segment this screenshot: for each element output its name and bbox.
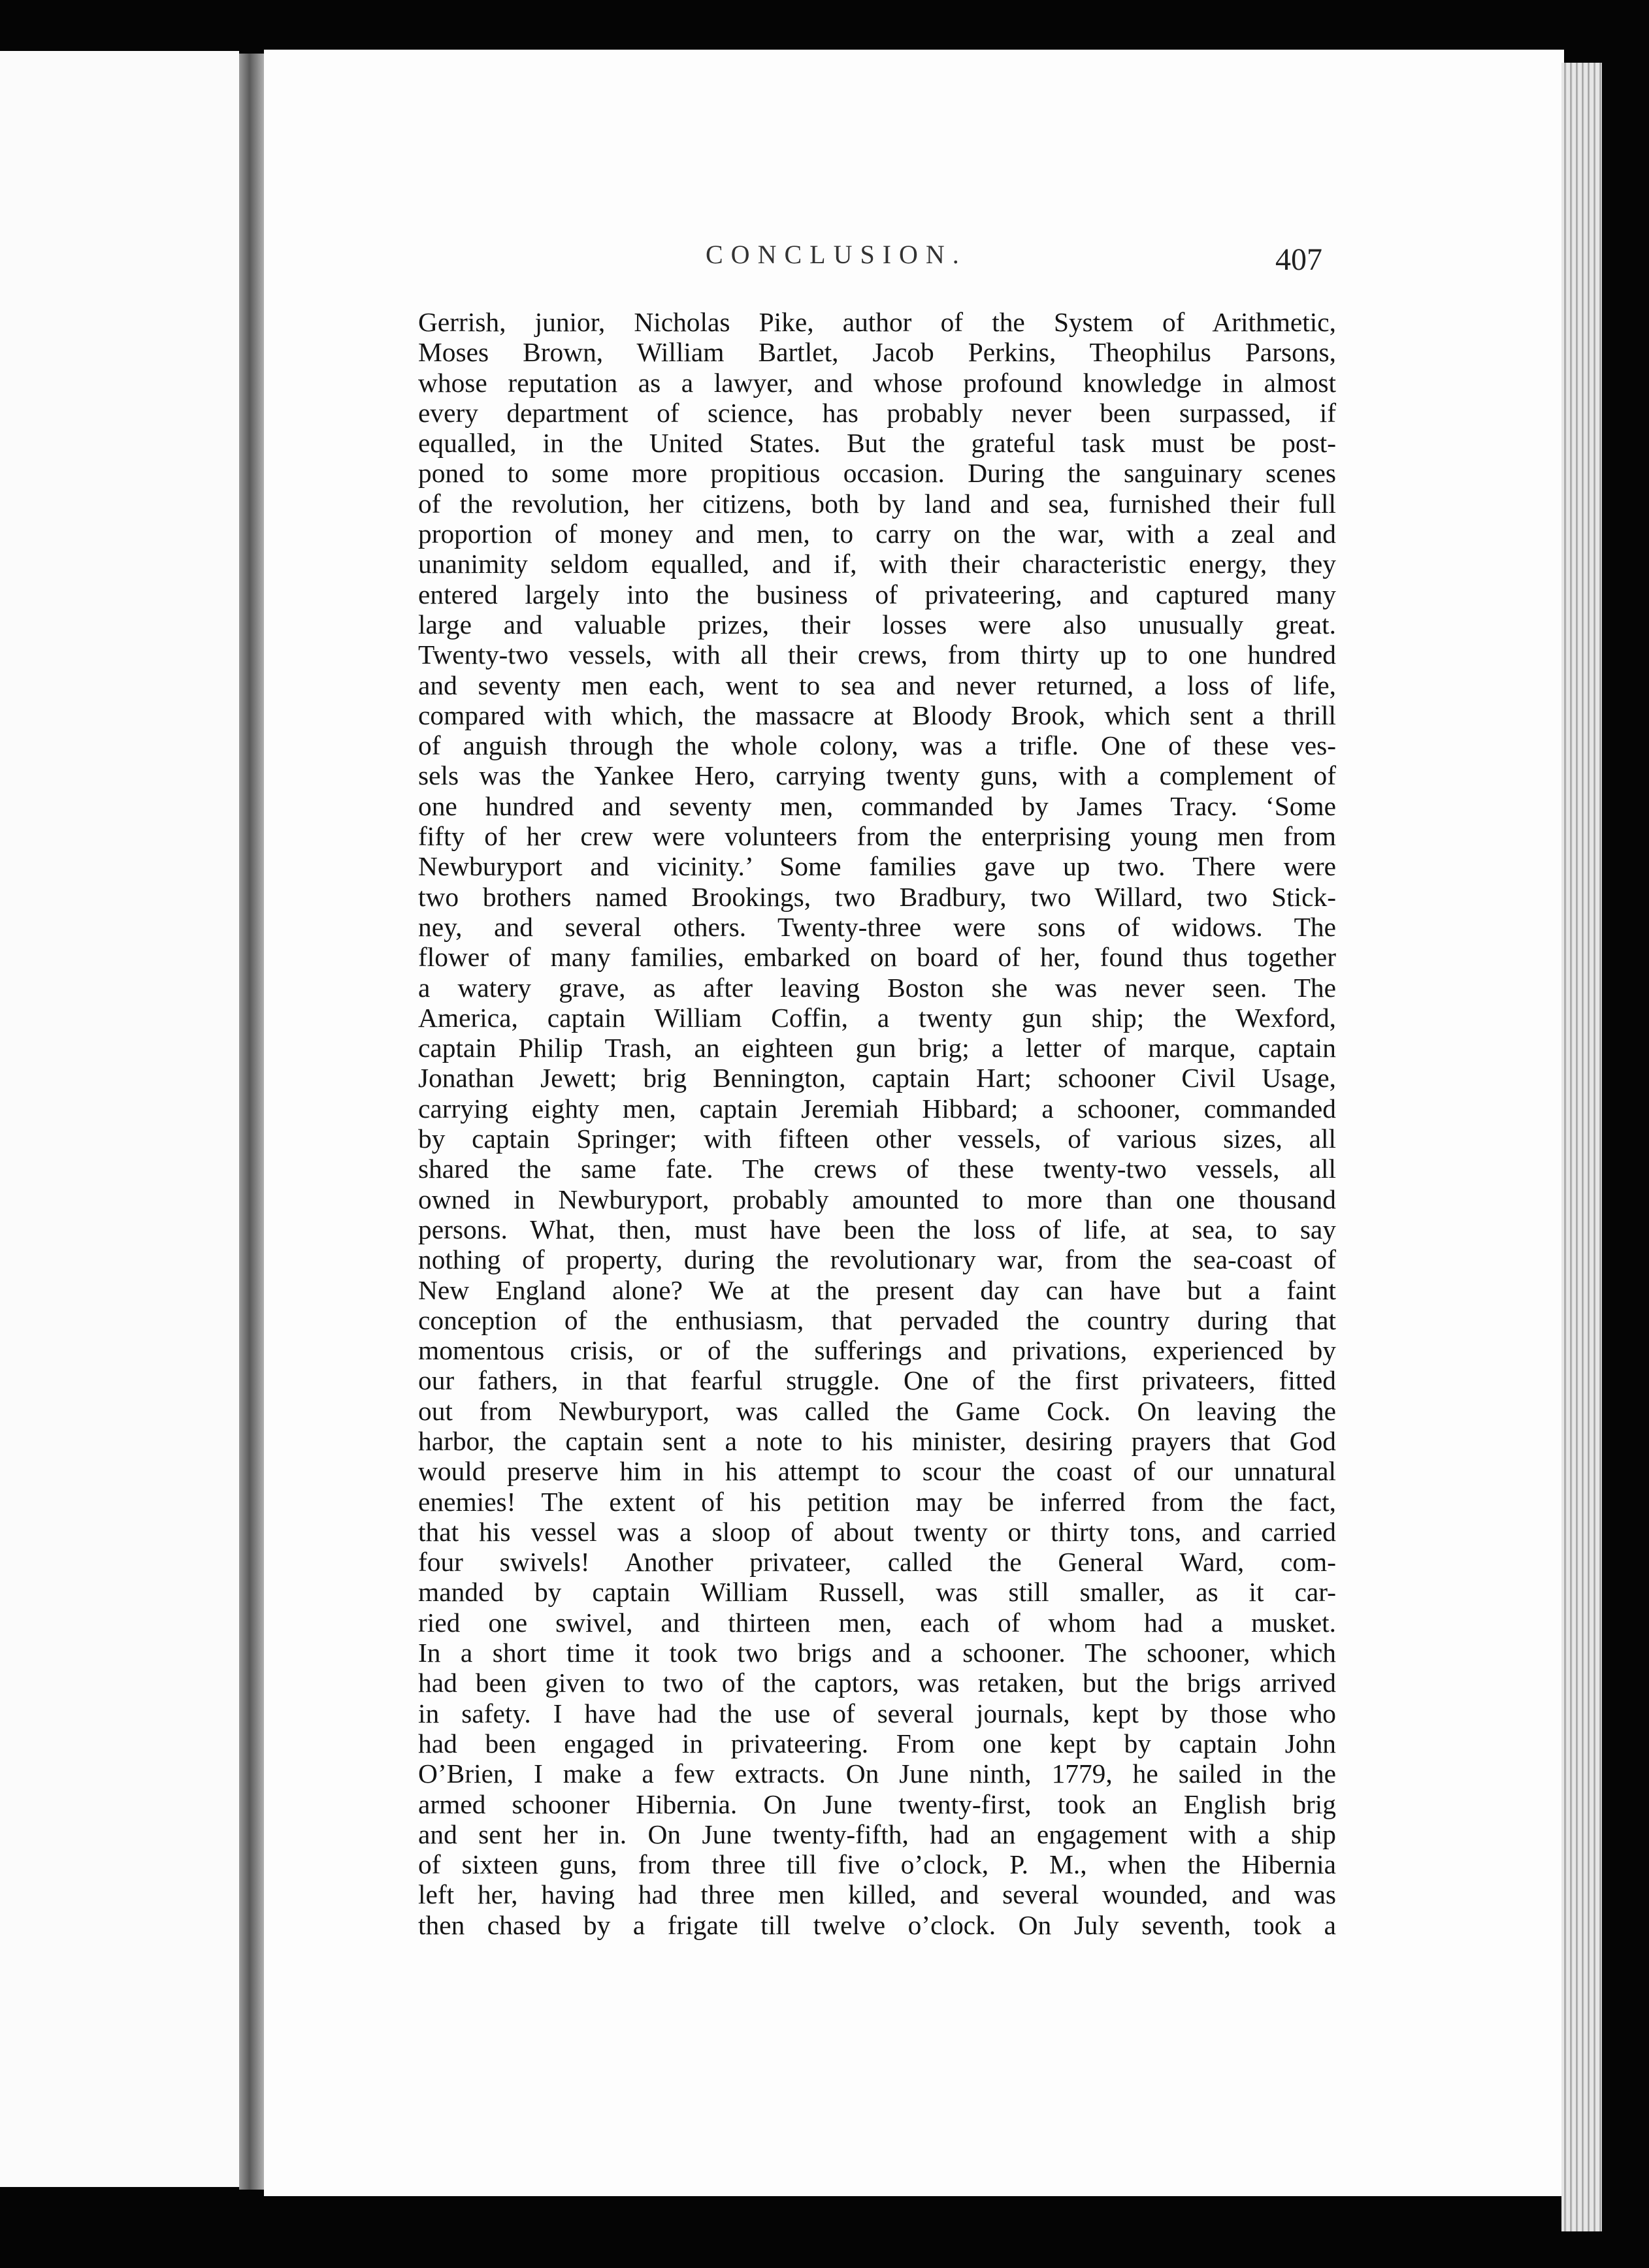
text-line: Moses Brown, William Bartlet, Jacob Perkins, Theophilus Parsons, [418, 337, 1336, 368]
text-line: fifty of her crew were volunteers from the enterprising young men from [418, 821, 1336, 852]
text-line: America, captain William Coffin, a twenty gun ship; the Wexford, [418, 1002, 1336, 1033]
text-line: Twenty-two vessels, with all their crews, from thirty up to one hundred [418, 640, 1336, 670]
text-line: and seventy men each, went to sea and never returned, a loss of life, [418, 670, 1336, 700]
text-line: persons. What, then, must have been the loss of life, at sea, to say [418, 1214, 1336, 1244]
text-line: In a short time it took two brigs and a schooner. The schooner, which [418, 1638, 1336, 1668]
text-line: unanimity seldom equalled, and if, with their characteristic energy, they [418, 549, 1336, 579]
text-line: that his vessel was a sloop of about twenty or thirty tons, and carried [418, 1516, 1336, 1547]
running-head: CONCLUSION. [706, 240, 967, 269]
text-line: owned in Newburyport, probably amounted to more than one thousand [418, 1184, 1336, 1214]
text-line: proportion of money and men, to carry on the war, with a zeal and [418, 519, 1336, 549]
text-line: four swivels! Another privateer, called the General Ward, com- [418, 1547, 1336, 1578]
text-line: manded by captain William Russell, was still smaller, as it car- [418, 1577, 1336, 1608]
text-line: New England alone? We at the present day can have but a faint [418, 1274, 1336, 1305]
text-line: equalled, in the United States. But the grateful task must be post- [418, 428, 1336, 459]
text-line: our fathers, in that fearful struggle. One of the first privateers, fitted [418, 1365, 1336, 1396]
text-line: shared the same fate. The crews of these twenty-two vessels, all [418, 1154, 1336, 1184]
text-line: and sent her in. On June twenty-fifth, had an engagement with a ship [418, 1819, 1336, 1849]
text-line: captain Philip Trash, an eighteen gun brig; a letter of marque, captain [418, 1033, 1336, 1063]
page-number: 407 [1275, 242, 1322, 277]
text-line: compared with which, the massacre at Bloody Brook, which sent a thrill [418, 700, 1336, 730]
text-line: Jonathan Jewett; brig Bennington, captain Hart; schooner Civil Usage, [418, 1063, 1336, 1094]
text-line: left her, having had three men killed, and several wounded, and was [418, 1879, 1336, 1910]
text-line: had been engaged in privateering. From one kept by captain John [418, 1728, 1336, 1758]
text-line: ried one swivel, and thirteen men, each of whom had a musket. [418, 1607, 1336, 1638]
text-line: enemies! The extent of his petition may be inferred from the fact, [418, 1486, 1336, 1517]
previous-page [0, 51, 239, 2187]
book-gutter [239, 54, 265, 2190]
text-line: out from Newburyport, was called the Game Cock. On leaving the [418, 1395, 1336, 1426]
text-line: then chased by a frigate till twelve o’clock. On July seventh, took a [418, 1909, 1336, 1940]
text-line: Gerrish, junior, Nicholas Pike, author of the System of Arithmetic, [418, 307, 1336, 337]
text-line: two brothers named Brookings, two Bradbury, two Willard, two Stick- [418, 881, 1336, 912]
text-line: of anguish through the whole colony, was a trifle. One of these ves- [418, 730, 1336, 761]
text-line: one hundred and seventy men, commanded by James Tracy. ‘Some [418, 790, 1336, 821]
text-line: nothing of property, during the revolutionary war, from the sea-coast of [418, 1244, 1336, 1275]
text-line: armed schooner Hibernia. On June twenty-first, took an English brig [418, 1789, 1336, 1819]
text-line: large and valuable prizes, their losses were also unusually great. [418, 609, 1336, 640]
text-line: O’Brien, I make a few extracts. On June ninth, 1779, he sailed in the [418, 1758, 1336, 1789]
text-line: whose reputation as a lawyer, and whose profound knowledge in almost [418, 367, 1336, 398]
text-line: poned to some more propitious occasion. During the sanguinary scenes [418, 458, 1336, 489]
text-line: sels was the Yankee Hero, carrying twenty guns, with a complement of [418, 760, 1336, 791]
text-line: conception of the enthusiasm, that pervaded the country during that [418, 1304, 1336, 1335]
text-line: a watery grave, as after leaving Boston she was never seen. The [418, 972, 1336, 1003]
text-line: of sixteen guns, from three till five o’clock, P. M., when the Hibernia [418, 1849, 1336, 1880]
text-line: in safety. I have had the use of several journals, kept by those who [418, 1698, 1336, 1728]
text-line: Newburyport and vicinity.’ Some families gave up two. There were [418, 851, 1336, 882]
body-text [418, 307, 1336, 1940]
text-line: had been given to two of the captors, was retaken, but the brigs arrived [418, 1668, 1336, 1698]
text-line: flower of many families, embarked on board of her, found thus together [418, 942, 1336, 973]
page-edges [1561, 63, 1602, 2231]
text-line: entered largely into the business of privateering, and captured many [418, 579, 1336, 609]
text-line: carrying eighty men, captain Jeremiah Hibbard; a schooner, commanded [418, 1093, 1336, 1124]
text-line: every department of science, has probably never been surpassed, if [418, 397, 1336, 428]
previous-page-text [0, 51, 239, 2187]
text-line: harbor, the captain sent a note to his minister, desiring prayers that God [418, 1425, 1336, 1456]
text-line: ney, and several others. Twenty-three were sons of widows. The [418, 911, 1336, 942]
text-line: of the revolution, her citizens, both by land and sea, furnished their full [418, 488, 1336, 519]
text-line: by captain Springer; with fifteen other vessels, of various sizes, all [418, 1124, 1336, 1154]
text-line: would preserve him in his attempt to scour the coast of our unnatural [418, 1456, 1336, 1487]
text-line: momentous crisis, or of the sufferings and privations, experienced by [418, 1335, 1336, 1366]
